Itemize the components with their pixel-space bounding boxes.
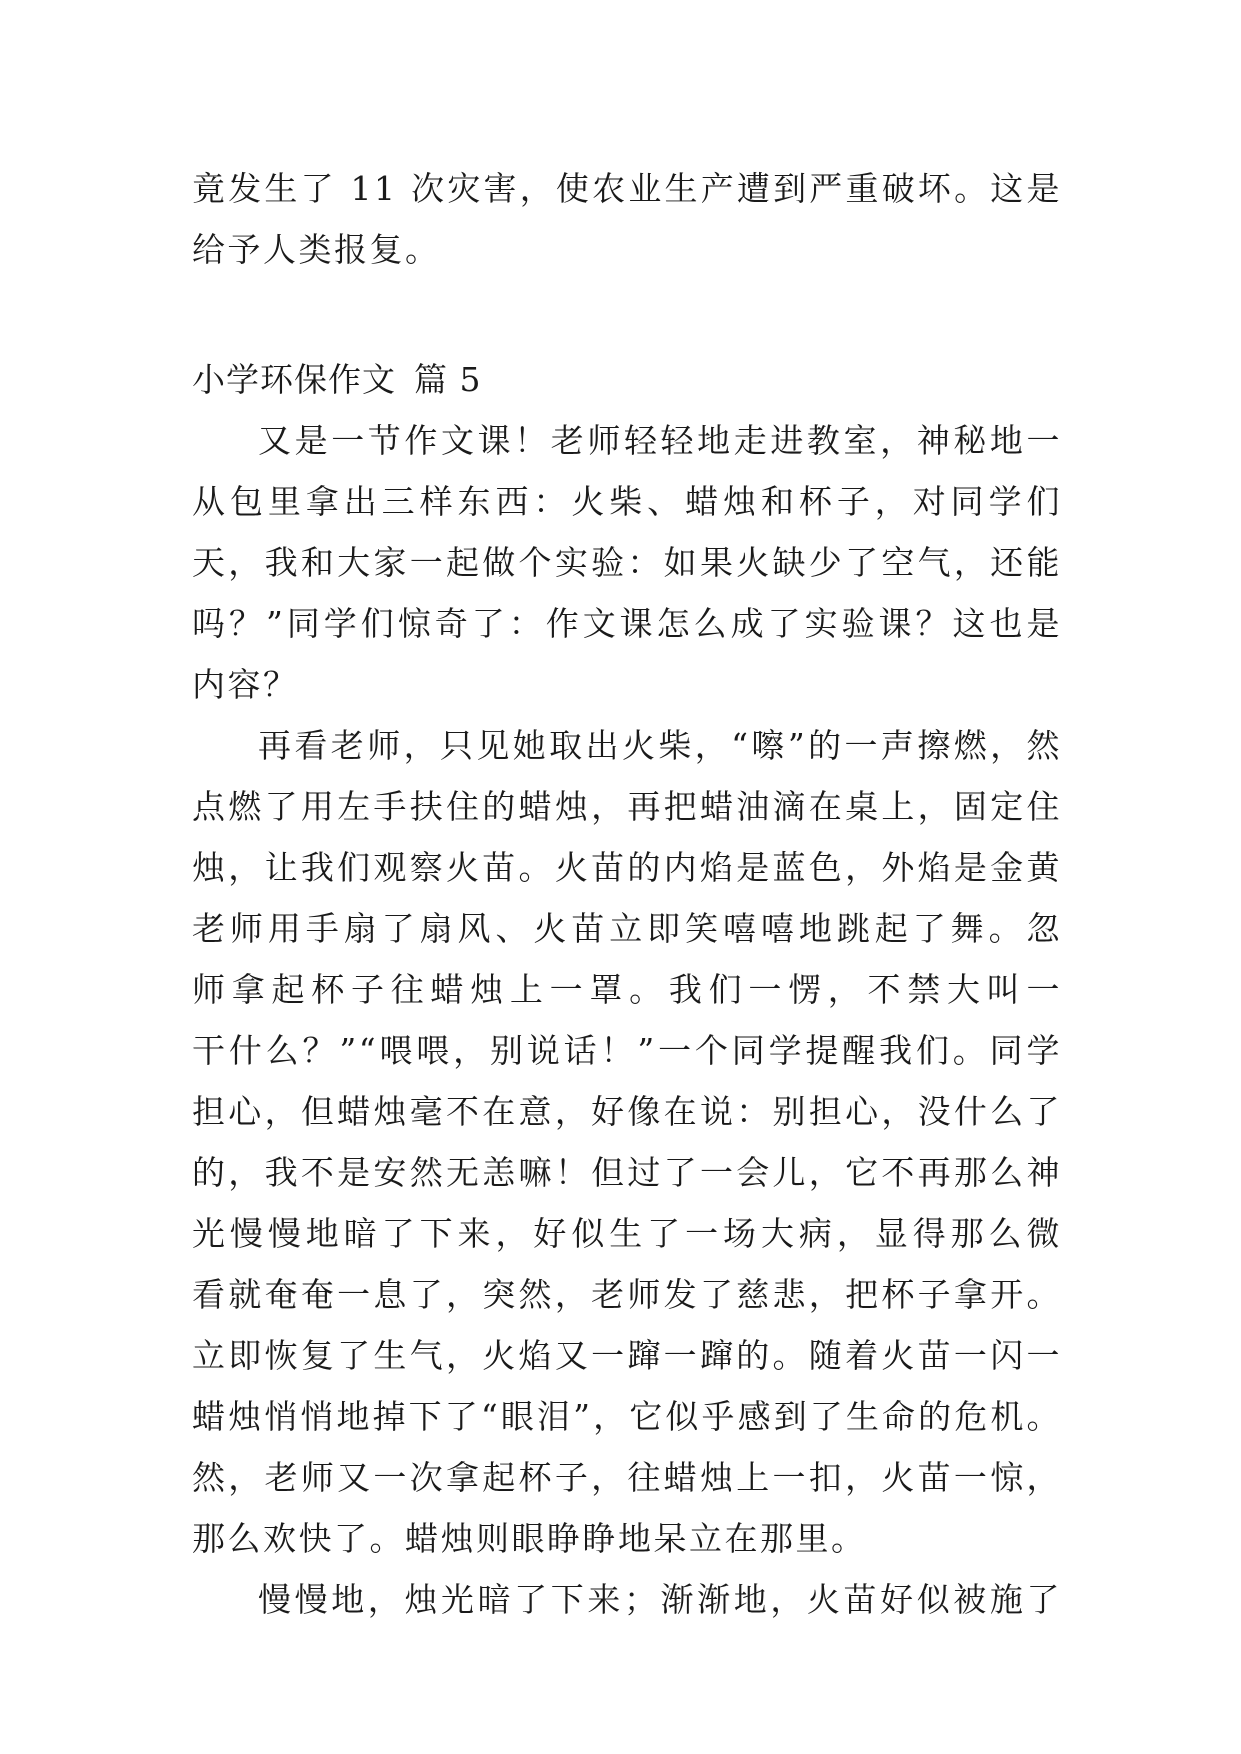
paragraph-line: 那么欢快了。蜡烛则眼睁睁地呆立在那里。 xyxy=(192,1519,867,1558)
paragraph-line: 慢慢地，烛光暗了下来；渐渐地，火苗好似被施了 xyxy=(258,1580,1062,1619)
paragraph-3 xyxy=(192,1569,1062,1630)
section-number: 篇 5 xyxy=(414,360,482,399)
paragraph-line: 蜡烛悄悄地掉下了“眼泪”，它似乎感到了生命的危机。 xyxy=(192,1397,1062,1436)
paragraph-line: 内容？ xyxy=(192,665,299,704)
section-title: 小学环保作文 xyxy=(192,360,396,399)
paragraph-line: 从包里拿出三样东西：火柴、蜡烛和杯子，对同学们 xyxy=(192,482,1062,521)
document-body xyxy=(192,158,1062,1630)
paragraph-line: 看就奄奄一息了，突然，老师发了慈悲，把杯子拿开。 xyxy=(192,1275,1062,1314)
paragraph-line: 老师用手扇了扇风、火苗立即笑嘻嘻地跳起了舞。忽 xyxy=(192,909,1062,948)
paragraph-line: 师拿起杯子往蜡烛上一罩。我们一愣，不禁大叫一 xyxy=(192,970,1062,1009)
paragraph-1 xyxy=(192,410,1062,715)
paragraph-line: 然，老师又一次拿起杯子，往蜡烛上一扣，火苗一惊， xyxy=(192,1458,1062,1497)
paragraph-line: 烛，让我们观察火苗。火苗的内焰是蓝色，外焰是金黄 xyxy=(192,848,1062,887)
paragraph-line: 的，我不是安然无恙嘛！但过了一会儿，它不再那么神 xyxy=(192,1153,1062,1192)
paragraph-line: 点燃了用左手扶住的蜡烛，再把蜡油滴在桌上，固定住 xyxy=(192,787,1062,826)
paragraph-line: 担心，但蜡烛毫不在意，好像在说：别担心，没什么了 xyxy=(192,1092,1062,1131)
paragraph-line: 光慢慢地暗了下来，好似生了一场大病，显得那么微 xyxy=(192,1214,1062,1253)
intro-line: 给予人类报复。 xyxy=(192,230,441,269)
paragraph-line: 干什么？”“喂喂，别说话！”一个同学提醒我们。同学 xyxy=(192,1031,1062,1070)
intro-line: 竟发生了 11 次灾害，使农业生产遭到严重破坏。这是 xyxy=(192,169,1062,208)
paragraph-line: 立即恢复了生气，火焰又一蹿一蹿的。随着火苗一闪一 xyxy=(192,1336,1062,1375)
paragraph-line: 又是一节作文课！老师轻轻地走进教室，神秘地一 xyxy=(258,421,1062,460)
section-gap xyxy=(192,280,1062,341)
section-heading xyxy=(192,349,1062,410)
paragraph-line: 吗？”同学们惊奇了：作文课怎么成了实验课？这也是 xyxy=(192,604,1062,643)
paragraph-line: 天，我和大家一起做个实验：如果火缺少了空气，还能 xyxy=(192,543,1062,582)
paragraph-line: 再看老师，只见她取出火柴，“嚓”的一声擦燃，然 xyxy=(258,726,1062,765)
paragraph-2 xyxy=(192,715,1062,1569)
